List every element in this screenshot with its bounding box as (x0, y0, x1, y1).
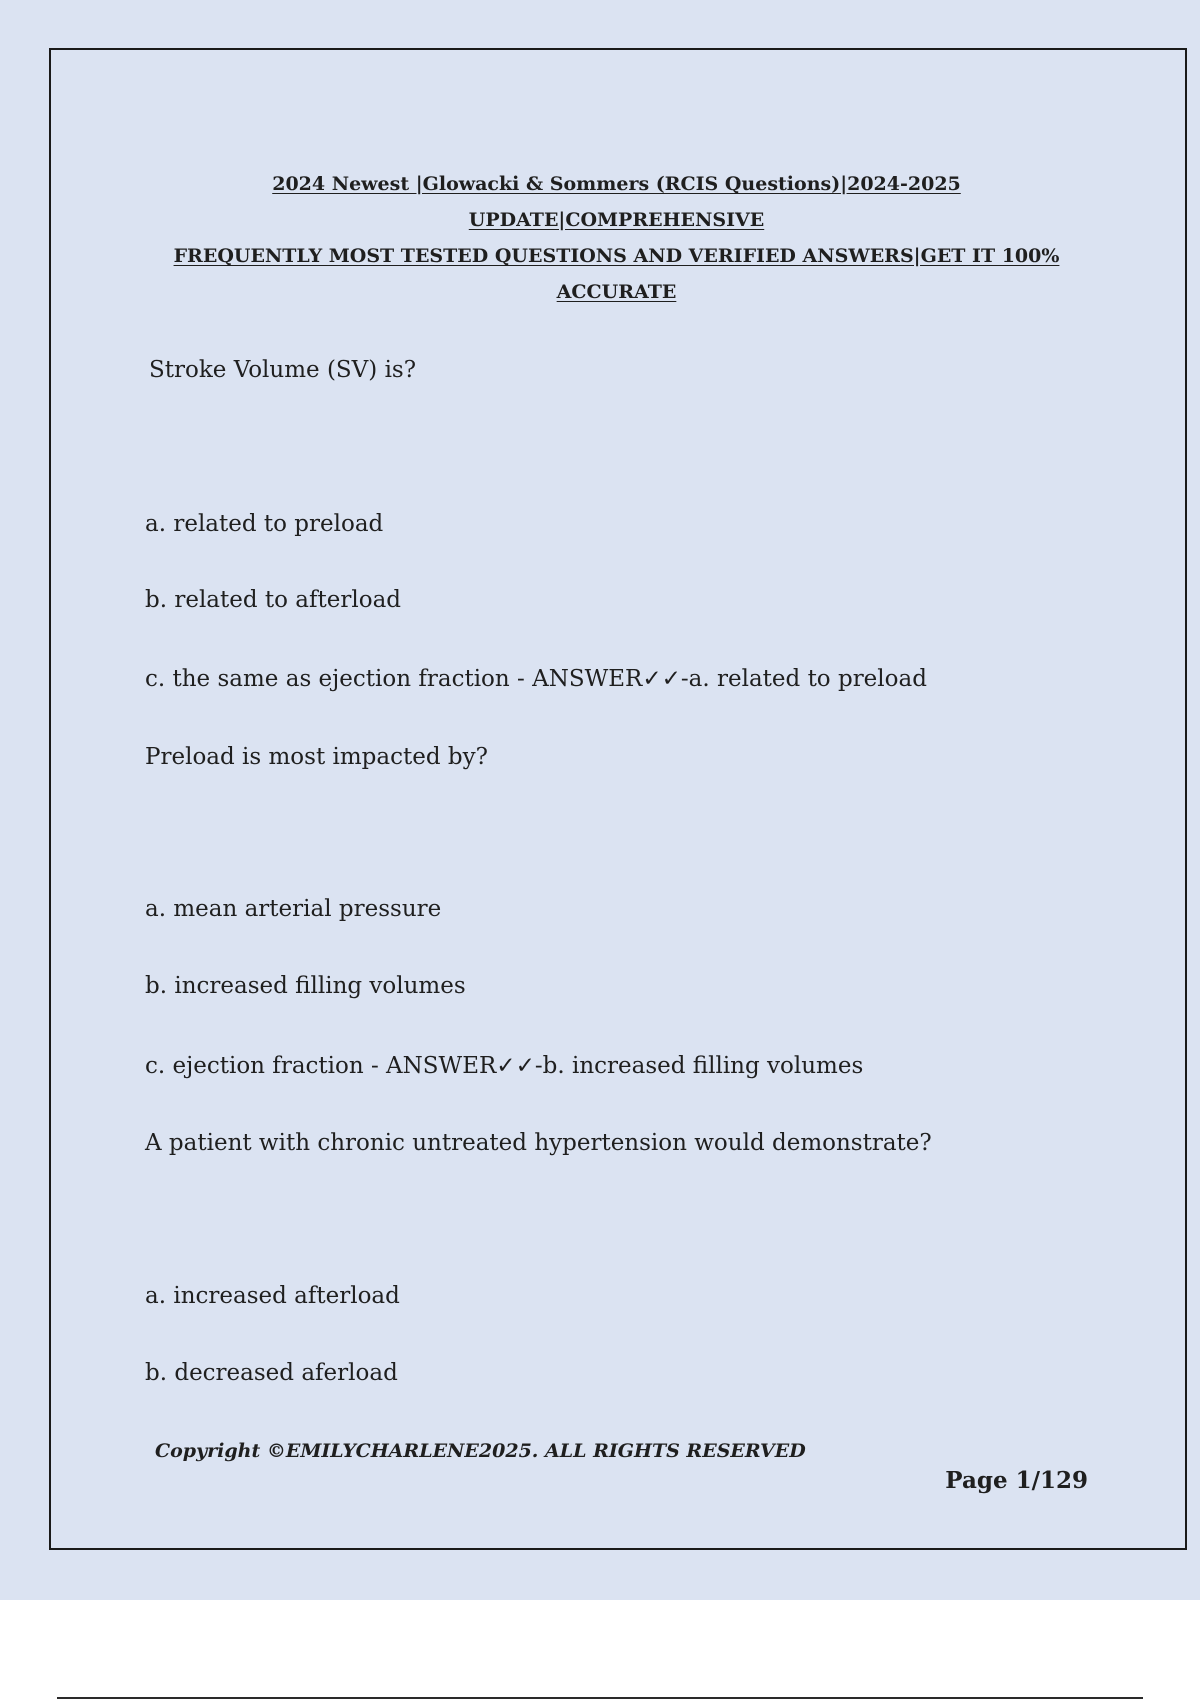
question-2-option-a: a. mean arterial pressure (145, 896, 442, 922)
title-line-1: 2024 Newest |Glowacki & Sommers (RCIS Questions)|2024-2025 UPDATE|COMPREHENSIVE (272, 173, 961, 231)
question-3-option-a: a. increased afterload (145, 1283, 400, 1309)
title-line-3: ACCURATE (556, 281, 677, 303)
title-line-2: FREQUENTLY MOST TESTED QUESTIONS AND VERIFIED ANSWERS|GET IT 100% (173, 245, 1060, 267)
question-1-option-b: b. related to afterload (145, 587, 402, 613)
question-1-option-a: a. related to preload (145, 511, 384, 537)
document-title (150, 166, 1083, 310)
page-number: Page 1/129 (945, 1467, 1088, 1494)
question-2-option-c-answer: c. ejection fraction - ANSWER✓✓-b. increased filling volumes (145, 1053, 864, 1079)
question-2-option-b: b. increased filling volumes (145, 973, 466, 999)
question-3: A patient with chronic untreated hypertension would demonstrate? (145, 1130, 932, 1156)
question-3-option-b: b. decreased aferload (145, 1360, 398, 1386)
divider-line (57, 1697, 1143, 1699)
question-2: Preload is most impacted by? (145, 744, 488, 770)
copyright-notice: Copyright ©EMILYCHARLENE2025. ALL RIGHTS RESERVED (155, 1440, 806, 1462)
question-1-option-c-answer: c. the same as ejection fraction - ANSWER✓✓-a. related to preload (145, 666, 927, 692)
question-1: Stroke Volume (SV) is? (149, 357, 417, 383)
